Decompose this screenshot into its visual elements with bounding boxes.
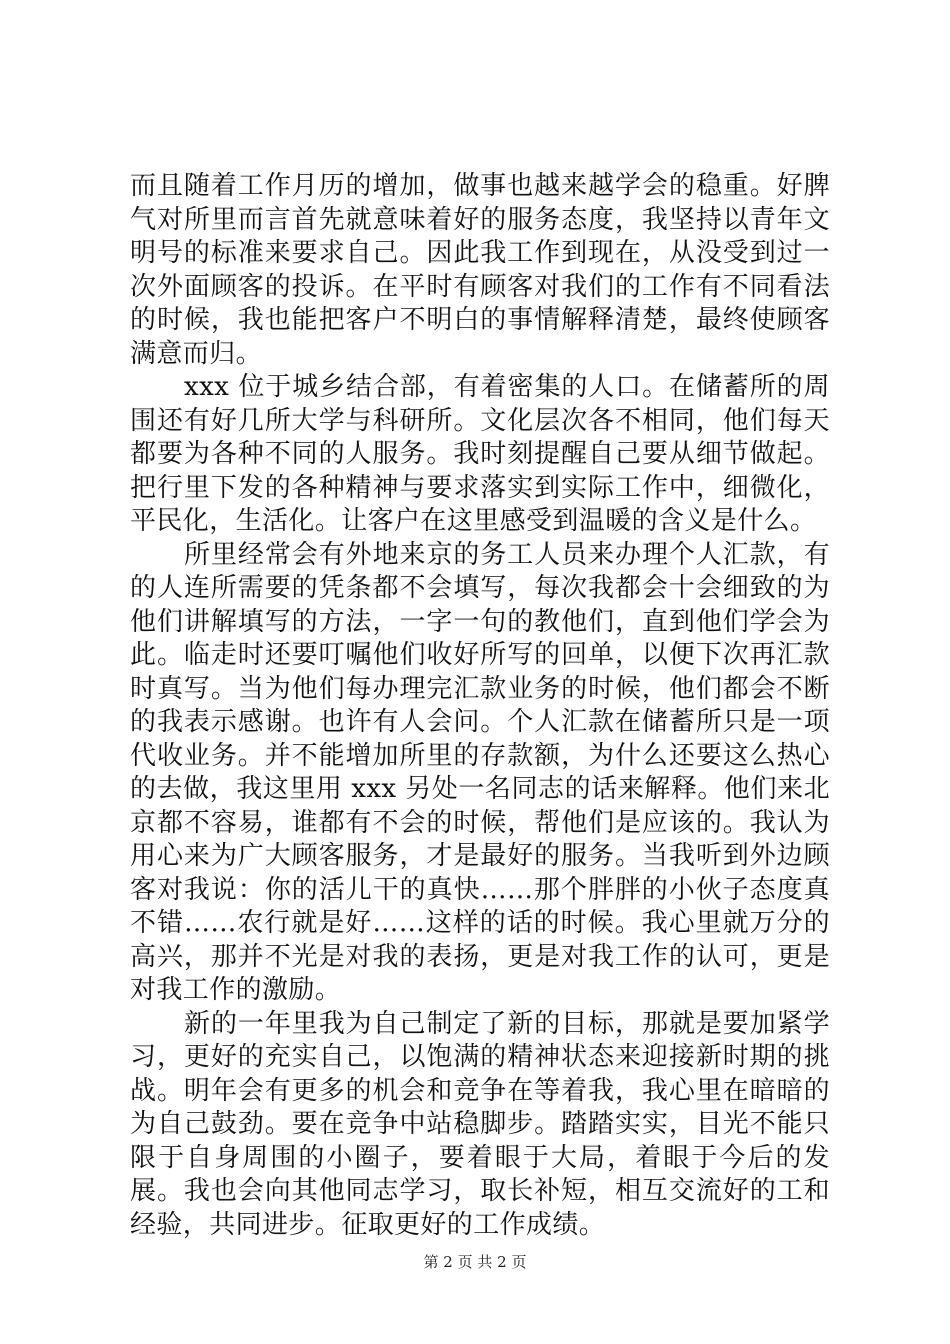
paragraph-4: 新的一年里我为自己制定了新的目标，那就是要加紧学习，更好的充实自己，以饱满的精神状态来迎接新时期的挑战。明年会有更多的机会和竞争在等着我，我心里在暗暗的为自己鼓劲。要在竞争中站稳脚步。踏踏实实，目光不能只限于自身周围的小圈子，要着眼于大局，着眼于今后的发展。我也会向其他同志学习，取长补短，相互交流好的工和经验，共同进步。征取更好的工作成绩。: [130, 1008, 830, 1240]
page-number-footer: 第 2 页 共 2 页: [423, 1253, 527, 1271]
paragraph-2: xxx 位于城乡结合部，有着密集的人口。在储蓄所的周围还有好几所大学与科研所。文化层次各不相同，他们每天都要为各种不同的人服务。我时刻提醒自己要从细节做起。把行里下发的各种精神与要求落实到实际工作中，细微化，平民化，生活化。让客户在这里感受到温暖的含义是什么。: [130, 372, 830, 536]
document-body: [130, 170, 830, 1242]
paragraph-1: 而且随着工作月历的增加，做事也越来越学会的稳重。好脾气对所里而言首先就意味着好的服务态度，我坚持以青年文明号的标准来要求自己。因此我工作到现在，从没受到过一次外面顾客的投诉。在平时有顾客对我们的工作有不同看法的时候，我也能把客户不明白的事情解释清楚，最终使顾客满意而归。: [130, 171, 830, 369]
paragraph-3: 所里经常会有外地来京的务工人员来办理个人汇款，有的人连所需要的凭条都不会填写，每次我都会十会细致的为他们讲解填写的方法，一字一句的教他们，直到他们学会为此。临走时还要叮嘱他们收好所写的回单，以便下次再汇款时真写。当为他们每办理完汇款业务的时候，他们都会不断的我表示感谢。也许有人会问。个人汇款在储蓄所只是一项代收业务。并不能增加所里的存款额，为什么还要这么热心的去做，我这里用 xxx 另处一名同志的话来解释。他们来北京都不容易，谁都有不会的时候，帮他们是应该的。我认为用心来为广大顾客服务，才是最好的服务。当我听到外边顾客对我说：你的活儿干的真快……那个胖胖的小伙子态度真不错……农行就是好……这样的话的时候。我心里就万分的高兴，那并不光是对我的表扬，更是对我工作的认可，更是对我工作的激励。: [130, 539, 830, 1005]
